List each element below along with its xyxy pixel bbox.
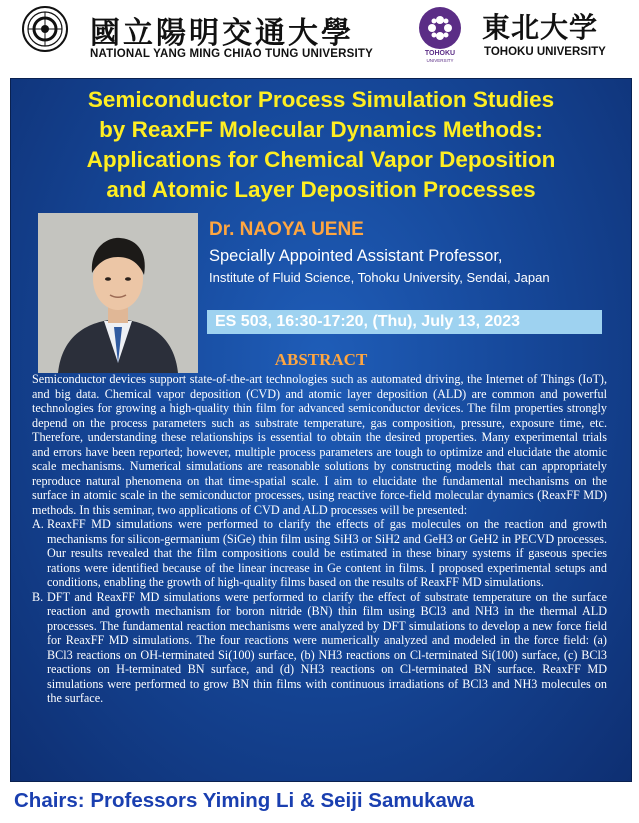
nycu-name-zh: 國立陽明交通大學 bbox=[90, 16, 354, 51]
tohoku-name-en: TOHOKU UNIVERSITY bbox=[484, 46, 606, 58]
session-chairs: Chairs: Professors Yiming Li & Seiji Samukawa bbox=[14, 789, 475, 812]
nycu-logo bbox=[22, 6, 68, 52]
talk-title-line: and Atomic Layer Deposition Processes bbox=[106, 177, 536, 202]
talk-title-line: by ReaxFF Molecular Dynamics Methods: bbox=[99, 117, 543, 142]
abstract-heading: ABSTRACT bbox=[274, 350, 368, 369]
speaker-title: Specially Appointed Assistant Professor, bbox=[209, 247, 503, 265]
talk-title-line: Applications for Chemical Vapor Deposition bbox=[86, 147, 556, 172]
speaker-portrait-graphic bbox=[38, 213, 198, 373]
item-text: DFT and ReaxFF MD simulations were performed to clarify the effect of substrate temperature on the surface reaction and growth mechanism for boron nitride (BN) thin film using BCl3 and NH3 in the thermal ALD processes. The fundamental reaction mechanisms were analyzed by DFT simulations to develop a new force field for ReaxFF MD simulations. The four reactions were numerically analyzed and modeled in the force field: (a) BCl3 reactions on OH-terminated Si(100) surface, (b) NH3 reactions on Cl-terminated Si(100) surface, (c) BCl3 reactions on H-terminated BN surface, and (d) NH3 reactions on Cl-terminated BN surface. ReaxFF MD simulations were performed to grow BN thin films with continuous irradiations of BCl3 and NH3 molecules on the surface. bbox=[47, 589, 607, 705]
item-text: ReaxFF MD simulations were performed to clarify the effects of gas molecules on the reaction and growth mechanisms for silicon-germanium (SiGe) thin film using SiH3 or SiH2 and GeH3 or GeH2 in PECVD processes. Our results revealed that the film compositions could be estimated in these binary systems if gaseous species rations were identified because of the linear increase in Ge content in films. I proposed experimental setups and conditions, enabling the growth of high-quality films based on the results of ReaxFF MD simulations. bbox=[47, 517, 607, 589]
speaker-affiliation: Institute of Fluid Science, Tohoku University, Sendai, Japan bbox=[209, 270, 550, 285]
nycu-name-en: NATIONAL YANG MING CHIAO TUNG UNIVERSITY bbox=[90, 48, 373, 60]
abstract-body bbox=[32, 372, 607, 706]
tohoku-logo-subtext: UNIVERSITY bbox=[426, 58, 454, 63]
speaker-name: Dr. NAOYA UENE bbox=[209, 219, 364, 240]
poster-panel bbox=[10, 78, 632, 782]
abstract-item-a bbox=[32, 517, 607, 590]
tohoku-logo bbox=[418, 6, 462, 50]
header bbox=[0, 0, 639, 76]
abstract-intro: Semiconductor devices support state-of-the-art technologies such as automated driving, the Internet of Things (IoT), and big data. Chemical vapor deposition (CVD) and atomic layer deposition (ALD) are common and powerful technologies for growing a high-quality thin film for advanced semiconductor devices. The film properties strongly depend on the process parameters such as substrate temperature, gas composition, pressure, exposure time, etc. Therefore, understanding these relationships is essential to obtain the desired properties. Many experimental trials and errors have been reported; however, multiple process parameters are tough to optimize and elucidate the atomic scale mechanisms. Numerical simulations are reasonable solutions by constructing models that can appropriately reproduce natural phenomena on that time-spatial scale. I aim to elucidate the fundamental mechanisms on the surface in atomic scale in the semiconductor processes, using reactive force-field molecular dynamics (ReaxFF MD) methods. In this seminar, two applications of CVD and ALD processes will be presented: bbox=[32, 372, 607, 517]
tohoku-logo-text: TOHOKU bbox=[424, 50, 456, 57]
abstract-item-b bbox=[32, 590, 607, 706]
tohoku-name-zh: 東北大学 bbox=[482, 12, 599, 43]
talk-title bbox=[11, 85, 631, 205]
event-time-location: ES 503, 16:30-17:20, (Thu), July 13, 2023 bbox=[207, 310, 602, 334]
speaker-photo bbox=[38, 213, 198, 373]
item-label: B. bbox=[32, 589, 44, 604]
talk-title-line: Semiconductor Process Simulation Studies bbox=[87, 87, 555, 112]
item-label: A. bbox=[32, 517, 44, 531]
